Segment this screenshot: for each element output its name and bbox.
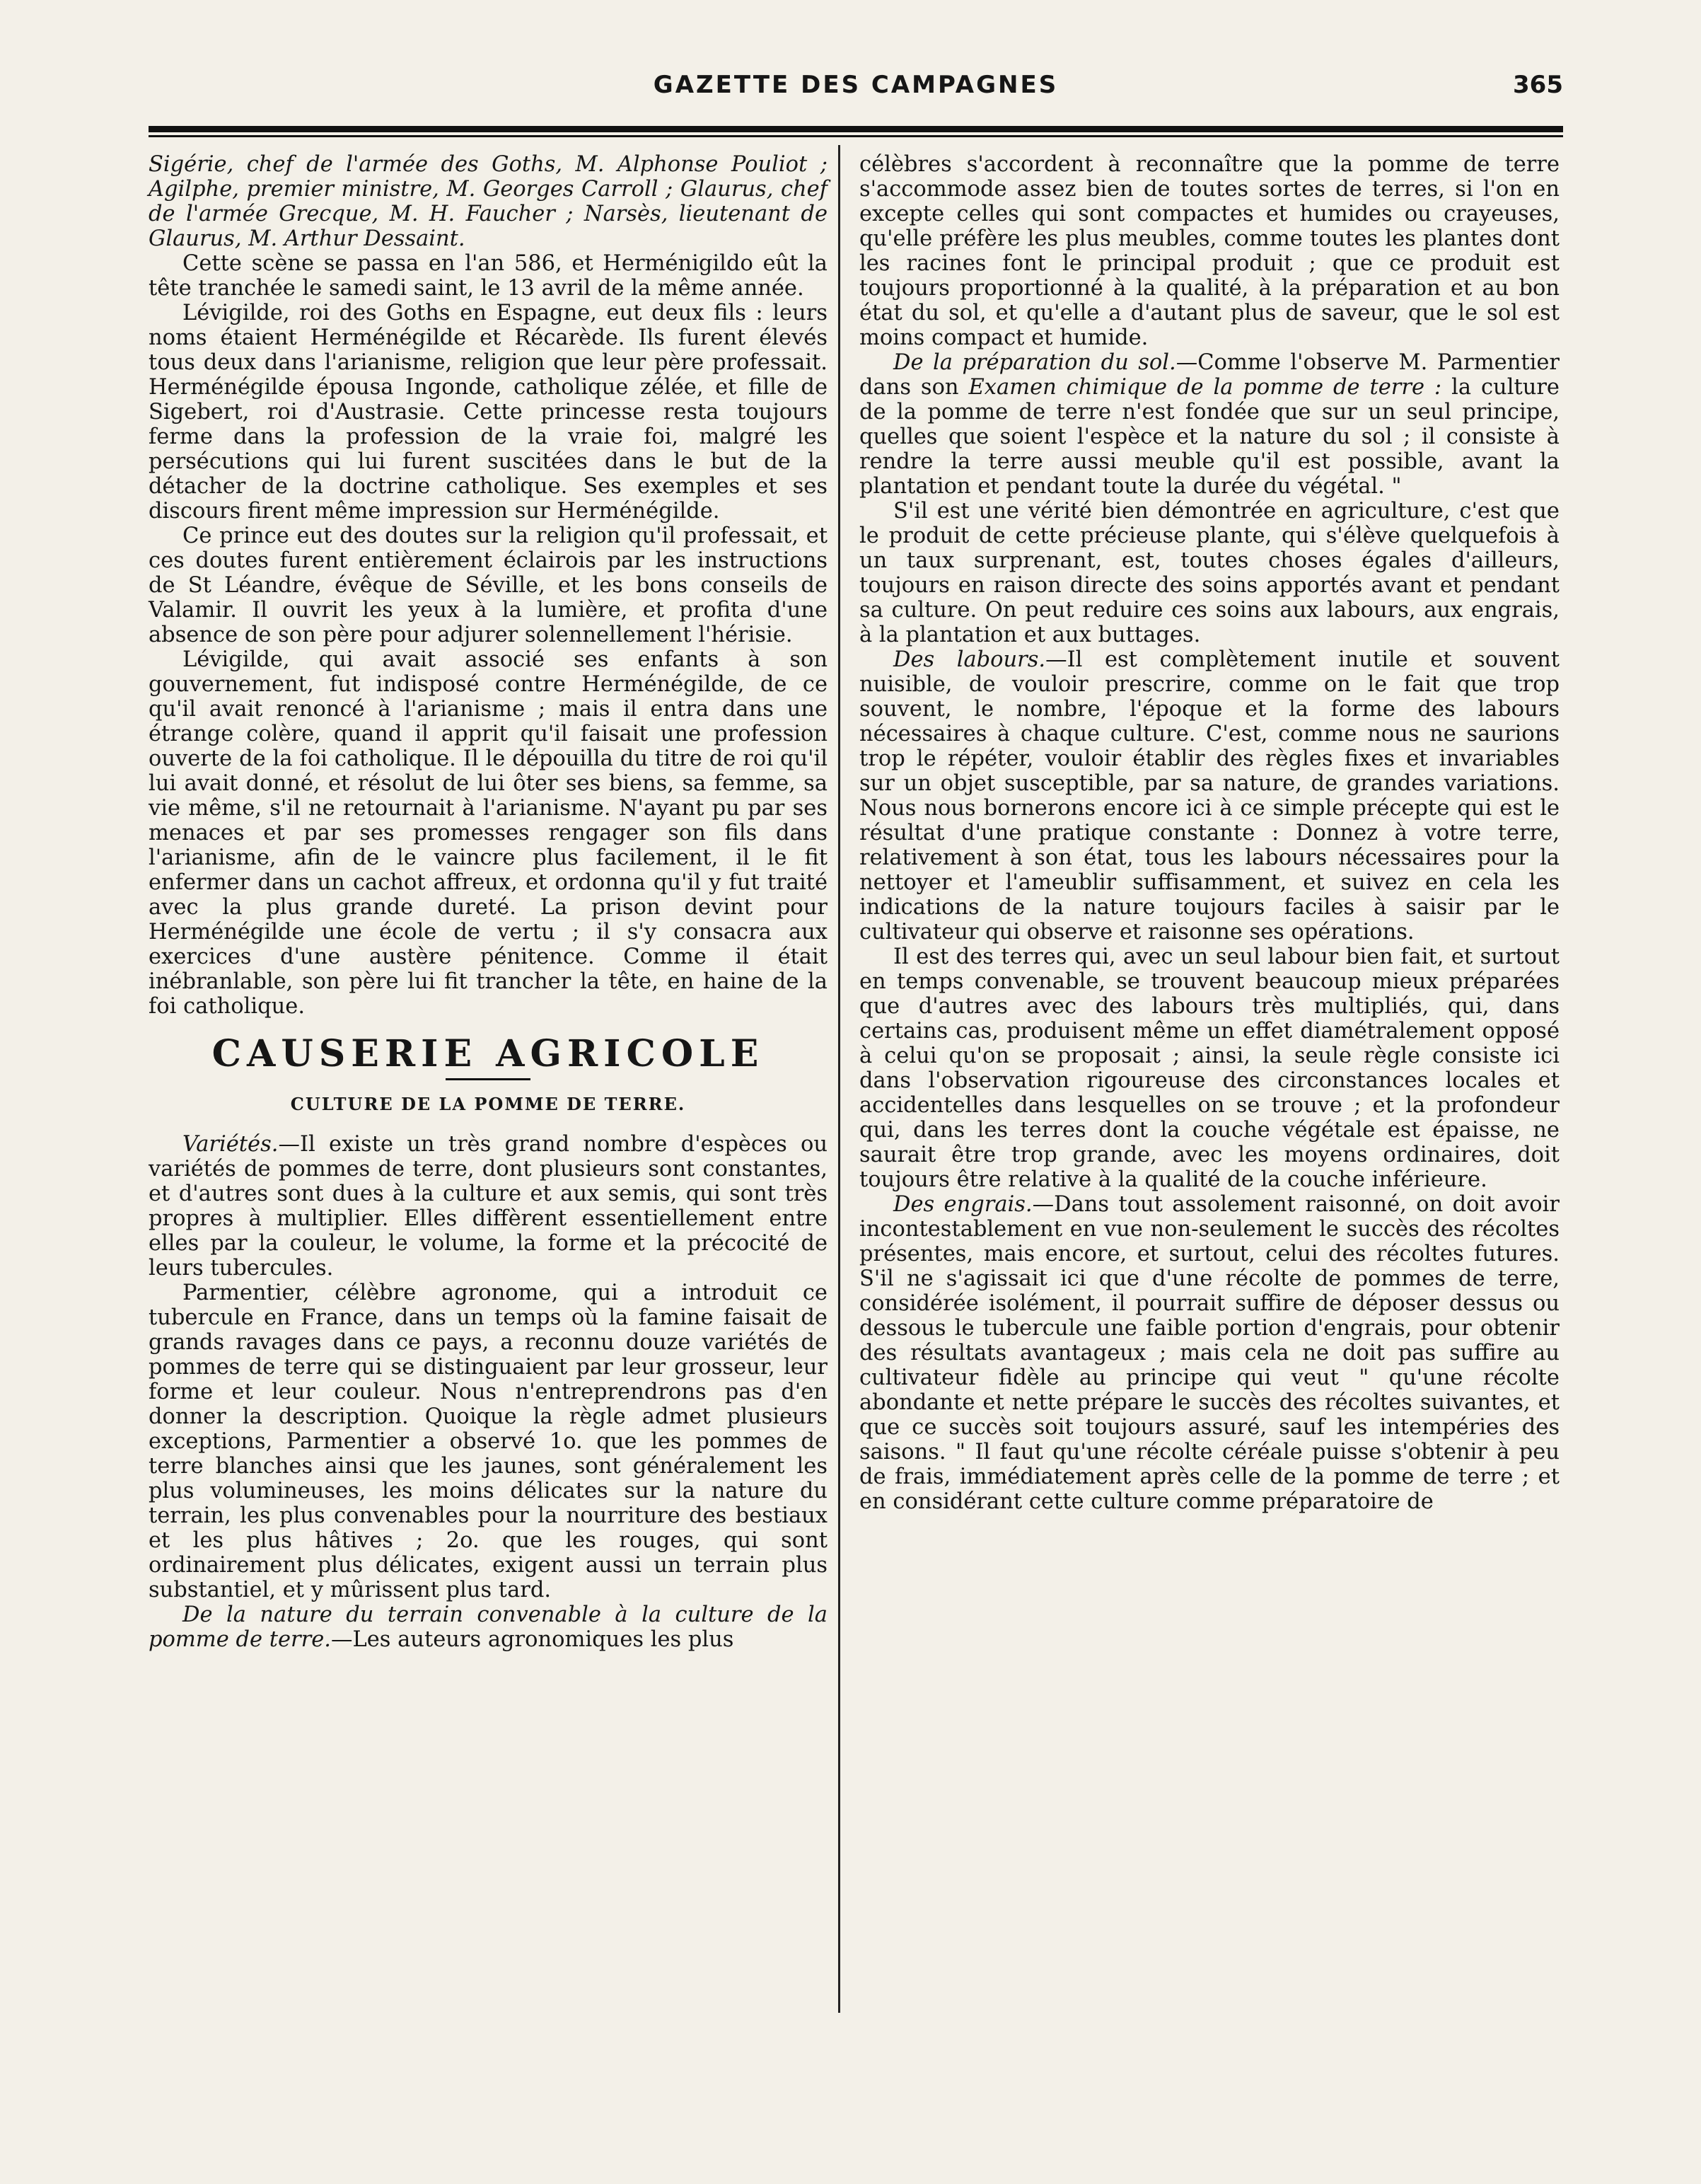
text-engrais: —Dans tout assolement raisonné, on doit avoir incontestablement en vue non-seulement le succès des récoltes présentes, mais encore, et surtout, celui des récoltes futures. S'il ne s'agissait ici que d'une récolte de pommes de terre, considérée isolément, il pourrait suffire de déposer dessus ou dessous le tubercule une faible portion d'engrais, pour obtenir des résultats avantageux ; mais cela ne doit pas suffire au cultivateur fidèle au principe qui veut " qu'une récolte abondante et nette prépare le succès des récoltes suivantes, et que ce succès soit toujours assuré, sauf les intempéries des saisons. " Il faut qu'une récolte céréale puisse s'obtenir à peu de frais, immédiatement après celle de la pomme de terre ; et en considérant cette culture comme préparatoire de	[859, 1192, 1560, 1514]
paragraph-preparation	[859, 350, 1560, 499]
paragraph-continued: célèbres s'accordent à reconnaître que la pomme de terre s'accommode assez bien de toutes sortes de terres, si l'on en excepte celles qui sont compactes et humides ou crayeuses, qu'elle préfère les plus meubles, comme toutes les plantes dont les racines font le principal produit ; que ce produit est toujours proportionné à la qualité, à la préparation et au bon état du sol, et qu'elle a d'autant plus de saveur, que le sol est moins compact et humide.	[859, 152, 1560, 350]
paragraph-varietes	[149, 1132, 828, 1281]
page-header	[149, 71, 1563, 113]
lead-labours: Des labours.	[893, 647, 1046, 672]
header-rule-thin	[149, 135, 1563, 137]
paragraph-labours	[859, 647, 1560, 944]
right-column	[859, 152, 1560, 1514]
text-nature: —Les auteurs agronomiques les plus	[330, 1627, 734, 1652]
section-rule	[446, 1078, 530, 1080]
cast-list: Sigérie, chef de l'armée des Goths, M. Alphonse Pouliot ; Agilphe, premier ministre, M. Georges Carroll ; Glaurus, chef de l'armée Grecque, M. H. Faucher ; Narsès, lieutenant de Glaurus, M. Arthur Dessaint.	[149, 152, 828, 251]
newspaper-title: GAZETTE DES CAMPAGNES	[653, 71, 1059, 99]
paragraph-parmentier: Parmentier, célèbre agronome, qui a introduit ce tubercule en France, dans un temps où la famine faisait de grands ravages dans ce pays, a reconnu douze variétés de pommes de terre qui se distinguaient par leur grosseur, leur forme et leur couleur. Nous n'entreprendrons pas d'en donner la description. Quoique la règle admet plusieurs exceptions, Parmentier a observé 1o. que les pommes de terre blanches ainsi que les jaunes, sont généralement les plus volumineuses, les moins délicates sur la nature du terrain, les plus convenables pour la nourriture des bestiaux et les plus hâtives ; 2o. que les rouges, qui sont ordinairement plus délicates, exigent aussi un terrain plus substantiel, et y mûrissent plus tard.	[149, 1281, 828, 1602]
paragraph: Lévigilde, qui avait associé ses enfants à son gouvernement, fut indisposé contre Herménégilde, de ce qu'il avait renoncé à l'arianisme ; mais il entra dans une étrange colère, quand il apprit qu'il faisait une profession ouverte de la foi catholique. Il le dépouilla du titre de roi qu'il lui avait donné, et résolut de lui ôter ses biens, sa femme, sa vie même, s'il ne retournait à l'arianisme. N'ayant pu par ses menaces et par ses promesses rengager son fils dans l'arianisme, afin de le vaincre plus facilement, il le fit enfermer dans un cachot affreux, et ordonna qu'il y fut traité avec la plus grande dureté. La prison devint pour Herménégilde une école de vertu ; il s'y consacra aux exercices d'une austère pénitence. Comme il était inébranlable, son père lui fit trancher la tête, en haine de la foi catholique.	[149, 647, 828, 1019]
section-subtitle: CULTURE DE LA POMME DE TERRE.	[290, 1094, 686, 1114]
paragraph: Lévigilde, roi des Goths en Espagne, eut deux fils : leurs noms étaient Herménégilde et Récarède. Ils furent élevés tous deux dans l'arianisme, religion que leur père professait. Herménégilde épousa Ingonde, catholique zélée, et fille de Sigebert, roi d'Austrasie. Cette princesse resta toujours ferme dans la profession de la vraie foi, malgré les persécutions qui lui furent suscitées dans le but de la détacher de la doctrine catholique. Ses exemples et ses discours firent même impression sur Herménégilde.	[149, 301, 828, 524]
lead-preparation: De la préparation du sol.	[893, 350, 1176, 375]
paragraph: Ce prince eut des doutes sur la religion qu'il professait, et ces doutes furent entièrement éclairois par les instructions de St Léandre, évêque de Séville, et les bons conseils de Valamir. Il ouvrit les yeux à la lumière, et profita d'une absence de son père pour adjurer solennellement l'hérisie.	[149, 524, 828, 647]
paragraph-engrais	[859, 1192, 1560, 1514]
paragraph-verite: S'il est une vérité bien démontrée en agriculture, c'est que le produit de cette précieuse plante, qui s'élève quelquefois à un taux surprenant, est, toutes choses égales d'ailleurs, toujours en raison directe des soins apportés avant et pendant sa culture. On peut reduire ces soins aux labours, aux engrais, à la plantation et aux buttages.	[859, 499, 1560, 647]
lead-nature: De la nature du terrain convenable à la culture de la pomme de terre.	[149, 1602, 828, 1652]
book-title: Examen chimique de la pomme de terre :	[968, 375, 1442, 400]
section-title: CAUSERIE AGRICOLE	[211, 1032, 765, 1075]
paragraph-terres: Il est des terres qui, avec un seul labour bien fait, et surtout en temps convenable, se trouvent beaucoup mieux préparées que d'autres avec des labours très multipliés, qui, dans certains cas, produisent même un effet diamétralement opposé à celui qu'on se proposait ; ainsi, la seule règle consiste ici dans l'observation rigoureuse des circonstances locales et accidentelles dans lesquelles on se trouve ; et la profondeur qui, dans les terres dont la couche végétale est épaisse, ne saurait être trop grande, avec les moyens ordinaires, doit toujours être relative à la qualité de la couche inférieure.	[859, 944, 1560, 1192]
page-number: 365	[1513, 71, 1563, 99]
paragraph: Cette scène se passa en l'an 586, et Herménigildo eût la tête tranchée le samedi saint, le 13 avril de la même année.	[149, 251, 828, 301]
left-column	[149, 152, 828, 1652]
text-varietes: —Il existe un très grand nombre d'espèces ou variétés de pommes de terre, dont plusieurs sont constantes, et d'autres sont dues à la culture et aux semis, qui sont très propres à multiplier. Elles diffèrent essentiellement entre elles par la couleur, le volume, la forme et la précocité de leurs tubercules.	[149, 1132, 828, 1281]
paragraph-nature	[149, 1602, 828, 1652]
text-preparation-a: —Comme l'observe M. Parmentier dans son	[859, 350, 1560, 400]
header-rule	[149, 126, 1563, 132]
text-preparation-b: la culture de la pomme de terre n'est fondée que sur un seul principe, quelles que soient l'espèce et la nature du sol ; il consiste à rendre la terre aussi meuble qu'il est possible, avant la plantation et pendant toute la durée du végétal. "	[859, 375, 1560, 499]
text-labours: —Il est complètement inutile et souvent nuisible, de vouloir prescrire, comme on le fait que trop souvent, le nombre, l'époque et la forme des labours nécessaires à chaque culture. C'est, comme nous ne saurions trop le répéter, vouloir établir des règles fixes et invariables sur un objet susceptible, par sa nature, de grandes variations. Nous nous bornerons encore ici à ce simple précepte qui est le résultat d'une pratique constante : Donnez à votre terre, relativement à son état, tous les labours nécessaires pour la nettoyer et l'ameublir suffisamment, et suivez en cela les indications de la nature toujours faciles à saisir par le cultivateur qui observe et raisonne ses opérations.	[859, 647, 1560, 944]
column-divider	[838, 145, 840, 2013]
lead-varietes: Variétés.	[182, 1132, 279, 1157]
lead-engrais: Des engrais.	[893, 1192, 1033, 1217]
